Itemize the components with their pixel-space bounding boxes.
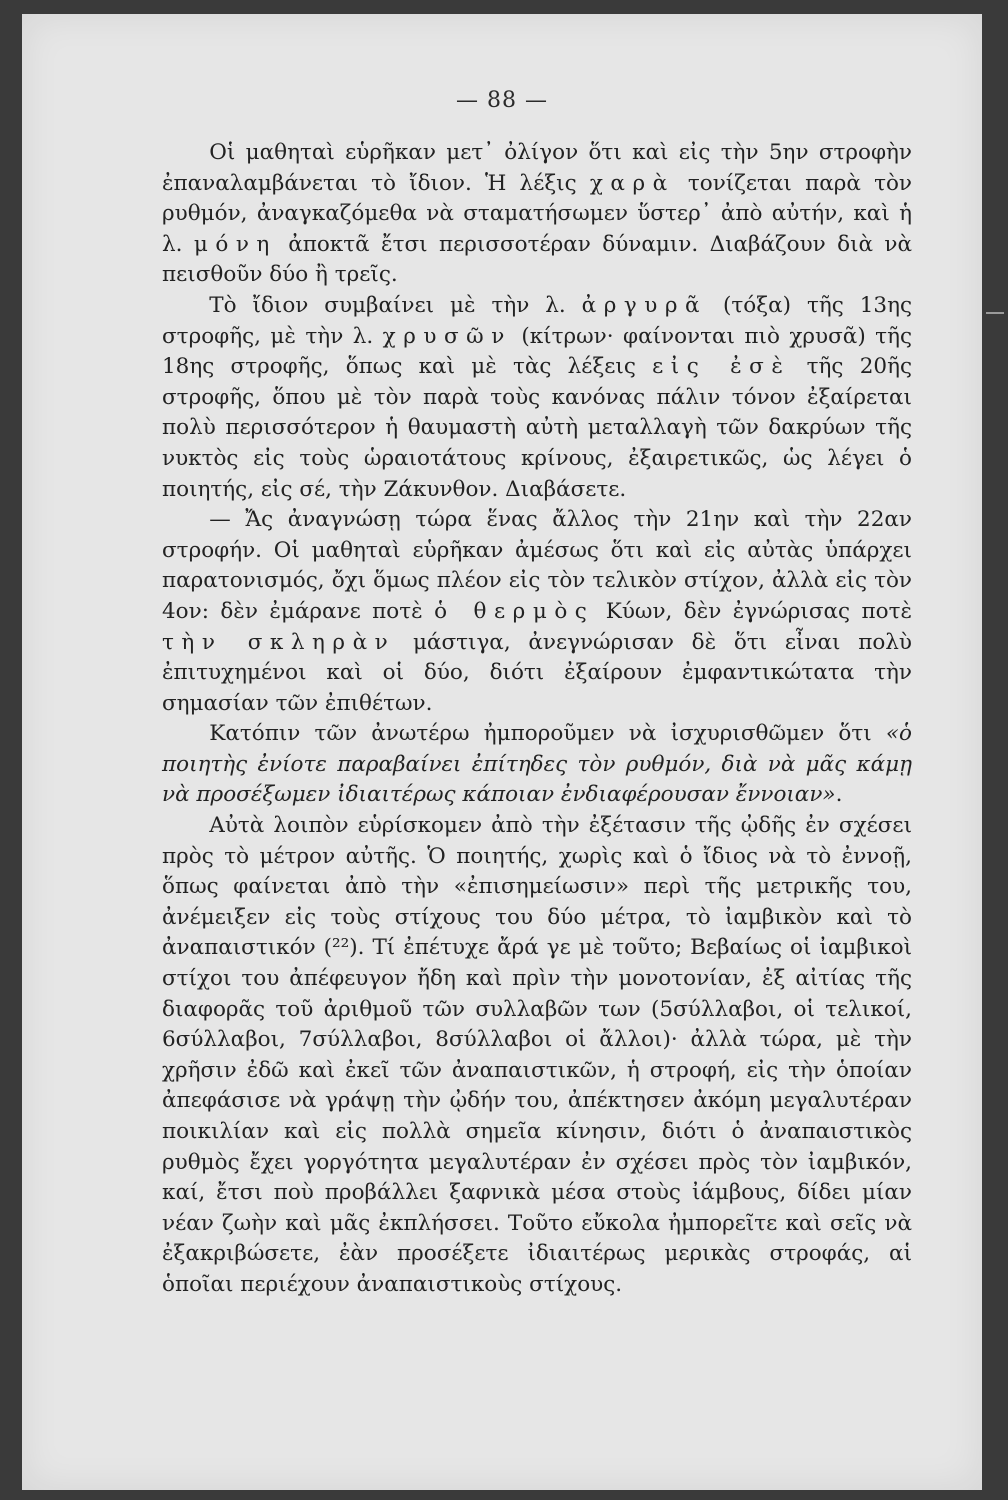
- p1-text-b: τονίζεται παρὰ τὸν ρυθμόν, ἀναγκαζόμεθα νὰ σταματήσωμεν ὕστερ᾽ ἀπὸ αὐτήν, καὶ ἡ λ.: [162, 170, 912, 257]
- book-page: [22, 14, 982, 1490]
- p1-spaced-word-moni: μόνη: [193, 231, 277, 257]
- p3-spaced-word-thermos: ὁ θερμὸς: [434, 598, 595, 624]
- p3-text-c: μάστιγα, ἀνεγνώρισαν δὲ ὅτι εἶναι πολὺ ἐπιτυχημένοι καὶ οἱ δύο, διότι ἐξαίρουν ἐμφαντικώτατα τὴν σημασίαν τῶν ἐπιθέτων.: [162, 629, 912, 716]
- paragraph-2: [162, 291, 912, 505]
- p3-text-a: — Ἄς ἀναγνώσῃ τώρα ἕνας ἄλλος τὴν 21ην καὶ τὴν 22αν στροφήν. Οἱ μαθηταὶ εὑρῆκαν ἀμέσως ὅτι καὶ εἰς αὐτὰς ὑπάρχει παρατονισμός, ὄχι ὅμως πλέον εἰς τὸν τελικὸν στίχον, ἀλλὰ εἰς τὸν 4ον: δὲν ἐμάρανε ποτὲ: [162, 507, 912, 624]
- p4-text-a: Κατόπιν τῶν ἀνωτέρω ἠμποροῦμεν νὰ ἰσχυρισθῶμεν ὅτι: [209, 721, 886, 747]
- page-number: — 88 —: [456, 88, 548, 113]
- p1-text-c: ἀποκτᾶ ἔτσι περισσοτέραν δύναμιν. Διαβάζουν διὰ νὰ πεισθοῦν δύο ἢ τρεῖς.: [162, 231, 912, 288]
- page-edge-mark: [986, 312, 1004, 314]
- p5-text: Αὐτὰ λοιπὸν εὑρίσκομεν ἀπὸ τὴν ἐξέτασιν τῆς ᾠδῆς ἐν σχέσει πρὸς τὸ μέτρον αὐτῆς. Ὁ ποιητής, χωρὶς καὶ ὁ ἴδιος νὰ τὸ ἐννοῇ, ὅπως φαίνεται ἀπὸ τὴν «ἐπισημείωσιν» περὶ τῆς μετρικῆς του, ἀνέμειξεν εἰς τοὺς στίχους του δύο μέτρα, τὸ ἰαμβικὸν καὶ τὸ ἀναπαιστικόν (²²). Τί ἐπέτυχε ἄρά γε μὲ τοῦτο; Βεβαίως οἱ ἰαμβικοὶ στίχοι του ἀπέφευγον ἤδη καὶ πρὶν τὴν μονοτονίαν, ἐξ αἰτίας τῆς διαφορᾶς τοῦ ἀριθμοῦ τῶν συλλαβῶν των (5σύλλαβοι, οἱ τελικοί, 6σύλλαβοι, 7σύλλαβοι, 8σύλλαβοι οἱ ἄλλοι)· ἀλλὰ τώρα, μὲ τὴν χρῆσιν ἐδῶ καὶ ἐκεῖ τῶν ἀναπαιστικῶν, ἡ στροφή, εἰς τὴν ὁποίαν ἀπεφάσισε νὰ γράψῃ τὴν ᾠδήν του, ἀπέκτησεν ἀκόμη μεγαλυτέραν ποικιλίαν καὶ εἰς πολλὰ σημεῖα κίνησιν, διότι ὁ ἀναπαιστικὸς ρυθμὸς ἔχει γοργότητα μεγαλυτέραν ἐν σχέσει πρὸς τὸν ἰαμβικόν, καί, ἔτσι ποὺ προβάλλει ξαφνικὰ μέσα στοὺς ἰάμβους, δίδει μίαν νέαν ζωὴν καὶ μᾶς ἐκπλήσσει. Τοῦτο εὔκολα ἠμπορεῖτε καὶ σεῖς νὰ ἐξακριβώσετε, ἐὰν προσέξετε ἰδιαιτέρως μερικὰς στροφάς, αἱ ὁποῖαι περιέχουν ἀναπαιστικοὺς στίχους.: [162, 813, 912, 1297]
- p2-spaced-word-eis-ese: εἰς ἐσὲ: [652, 354, 791, 380]
- p2-text-c: (κίτρων· φαίνονται πιὸ χρυσᾶ) τῆς 18ης στροφῆς, ὅπως καὶ μὲ τὰς λέξεις: [162, 323, 912, 380]
- p3-spaced-word-skliran: τὴν σκληρὰν: [162, 629, 396, 655]
- p2-spaced-word-chryson: χρυσῶν: [382, 323, 512, 349]
- p1-text-a: Οἱ μαθηταὶ εὑρῆκαν μετ᾽ ὀλίγον ὅτι καὶ εἰς τὴν 5ην στροφὴν ἐπαναλαμβάνεται τὸ ἴδιον. Ἡ λέξις: [162, 140, 912, 196]
- p2-text-b: (τόξα) τῆς 13ης στροφῆς, μὲ τὴν λ.: [162, 292, 912, 349]
- body-text: [162, 138, 912, 1301]
- paragraph-5: [162, 811, 912, 1301]
- p4-text-b: .: [835, 782, 843, 808]
- p2-text-a: Τὸ ἴδιον συμβαίνει μὲ τὴν λ.: [209, 292, 582, 318]
- paragraph-3: [162, 505, 912, 719]
- paragraph-1: [162, 138, 912, 291]
- p1-spaced-word-chara: χαρὰ: [589, 170, 675, 196]
- p3-text-b: Κύων, δὲν ἐγνώρισας ποτὲ: [594, 598, 913, 624]
- p2-text-d: τῆς 20ῆς στροφῆς, ὅπου μὲ τὸν παρὰ τοὺς κανόνας πάλιν τόνον ἐξαίρεται πολὺ περισσότερον ἡ θαυμαστὴ αὐτὴ μεταλλαγὴ τῶν δακρύων τῆς νυκτὸς εἰς τοὺς ὡραιοτάτους κρίνους, ἐξαιρετικῶς, ὡς λέγει ὁ ποιητής, εἰς σέ, τὴν Ζάκυνθον. Διαβάσετε.: [162, 354, 912, 502]
- p4-italic-quote: «ὁ ποιητὴς ἐνίοτε παραβαίνει ἐπίτηδες τὸν ρυθμόν, διὰ νὰ μᾶς κάμῃ νὰ προσέξωμεν ἰδιαιτέρως κάποιαν ἐνδιαφέρουσαν ἔννοιαν»: [162, 721, 912, 808]
- paragraph-4: [162, 719, 912, 811]
- p2-spaced-word-argyra: ἀργυρᾶ: [581, 292, 708, 318]
